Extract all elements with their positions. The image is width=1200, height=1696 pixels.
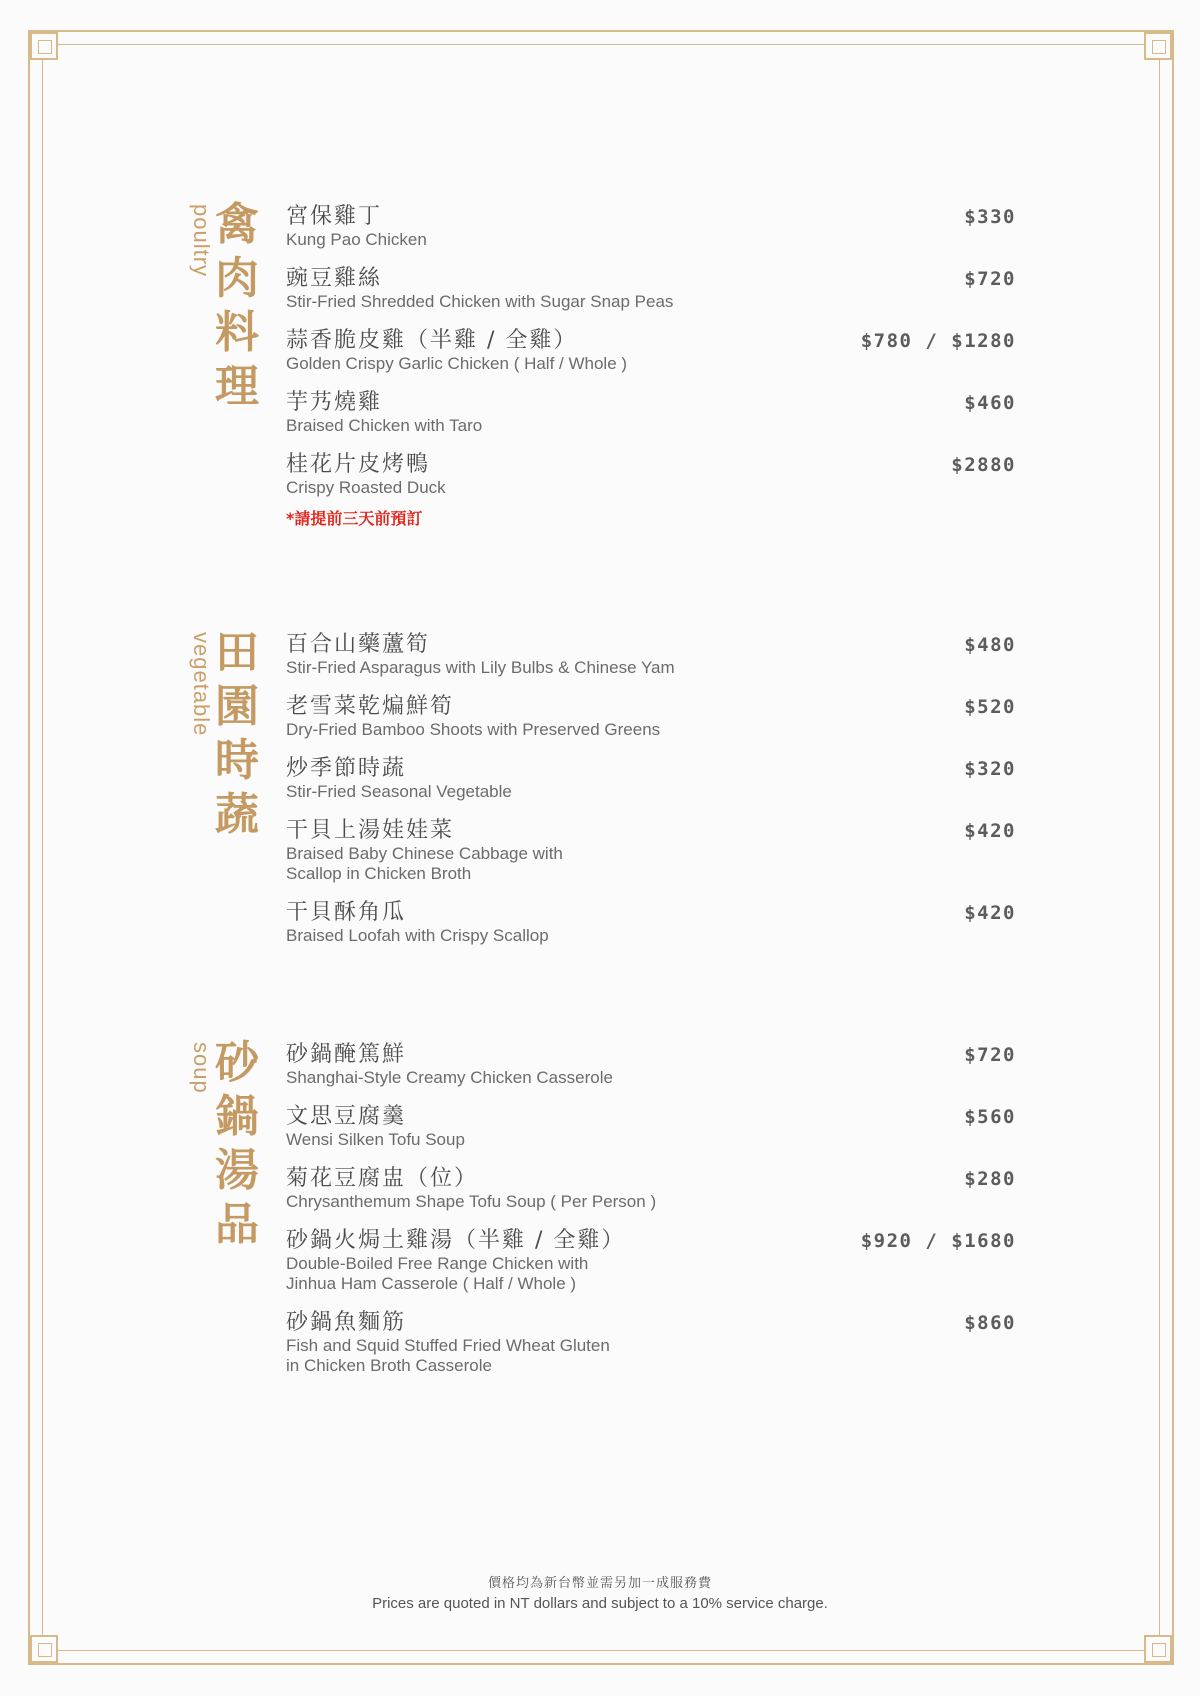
menu-item: [286, 204, 1016, 250]
menu-item: [286, 1228, 1016, 1294]
dish-price: $560: [964, 1106, 1016, 1128]
dish-price: $460: [964, 392, 1016, 414]
menu-item: [286, 452, 1016, 529]
dish-name-en: Braised Chicken with Taro: [286, 416, 483, 435]
menu-item: [286, 756, 1016, 802]
frame-corner-ornament: [30, 32, 58, 60]
menu-item: [286, 900, 1016, 946]
menu-item: [286, 328, 1016, 374]
frame-corner-ornament: [1144, 1635, 1172, 1663]
menu-item: [286, 1166, 1016, 1212]
dish-name-en: Stir-Fried Shredded Chicken with Sugar Snap Peas: [286, 292, 674, 311]
dish-name-en: Fish and Squid Stuffed Fried Wheat Gluten in Chicken Broth Casserole: [286, 1336, 610, 1375]
menu-item: [286, 694, 1016, 740]
menu-item-list: [286, 632, 1016, 962]
section-title-zh: 禽 肉 料 理: [215, 199, 259, 412]
dish-price: $420: [964, 902, 1016, 924]
menu-item: [286, 266, 1016, 312]
dish-name-zh: 砂鍋魚麵筋: [286, 1310, 407, 1335]
dish-price: $520: [964, 696, 1016, 718]
dish-name-en: Braised Loofah with Crispy Scallop: [286, 926, 549, 945]
dish-name-en: Kung Pao Chicken: [286, 230, 427, 249]
dish-name-en: Shanghai-Style Creamy Chicken Casserole: [286, 1068, 613, 1087]
dish-name-zh: 文思豆腐羹: [286, 1104, 407, 1129]
dish-name-zh: 菊花豆腐盅（位）: [286, 1166, 479, 1191]
dish-name-zh: 砂鍋醃篤鮮: [286, 1042, 407, 1067]
menu-item-list: [286, 1042, 1016, 1392]
dish-price: $920 / $1680: [860, 1230, 1016, 1252]
dish-name-zh: 芋艿燒雞: [286, 390, 383, 415]
dish-price: $2880: [951, 454, 1016, 476]
menu-item-list: [286, 204, 1016, 545]
dish-price: $320: [964, 758, 1016, 780]
dish-name-en: Braised Baby Chinese Cabbage with Scallop in Chicken Broth: [286, 844, 563, 883]
dish-price: $420: [964, 820, 1016, 842]
section-title-zh: 砂 鍋 湯 品: [215, 1037, 259, 1250]
dish-price: $860: [964, 1312, 1016, 1334]
dish-name-en: Crispy Roasted Duck: [286, 478, 446, 497]
dish-price: $480: [964, 634, 1016, 656]
dish-name-en: Stir-Fried Asparagus with Lily Bulbs & Chinese Yam: [286, 658, 675, 677]
section-title-zh: 田 園 時 蔬: [215, 627, 259, 840]
dish-name-en: Chrysanthemum Shape Tofu Soup ( Per Person ): [286, 1192, 657, 1211]
dish-name-en: Double-Boiled Free Range Chicken with Jinhua Ham Casserole ( Half / Whole ): [286, 1254, 589, 1293]
menu-item: [286, 1104, 1016, 1150]
preorder-note: *請提前三天前預訂: [286, 509, 423, 528]
dish-price: $720: [964, 1044, 1016, 1066]
dish-name-zh: 宮保雞丁: [286, 204, 383, 229]
menu-item: [286, 1042, 1016, 1088]
dish-price: $280: [964, 1168, 1016, 1190]
section-title-en: poultry: [189, 204, 214, 278]
dish-name-zh: 蒜香脆皮雞（半雞 / 全雞）: [286, 328, 578, 353]
menu-item: [286, 1310, 1016, 1376]
dish-name-en: Dry-Fried Bamboo Shoots with Preserved Greens: [286, 720, 661, 739]
dish-name-zh: 桂花片皮烤鴨: [286, 452, 431, 477]
dish-name-en: Stir-Fried Seasonal Vegetable: [286, 782, 512, 801]
dish-name-zh: 干貝酥角瓜: [286, 900, 407, 925]
menu-item: [286, 390, 1016, 436]
dish-name-zh: 老雪菜乾煸鮮筍: [286, 694, 455, 719]
section-title-en: vegetable: [189, 632, 214, 737]
dish-name-en: Golden Crispy Garlic Chicken ( Half / Whole ): [286, 354, 628, 373]
dish-name-zh: 砂鍋火焗土雞湯（半雞 / 全雞）: [286, 1228, 626, 1253]
footer-note-en: Prices are quoted in NT dollars and subject to a 10% service charge.: [372, 1595, 828, 1612]
dish-name-zh: 豌豆雞絲: [286, 266, 383, 291]
dish-price: $330: [964, 206, 1016, 228]
frame-corner-ornament: [1144, 32, 1172, 60]
menu-item: [286, 632, 1016, 678]
menu-item: [286, 818, 1016, 884]
dish-name-zh: 百合山藥蘆筍: [286, 632, 431, 657]
dish-price: $780 / $1280: [860, 330, 1016, 352]
frame-corner-ornament: [30, 1635, 58, 1663]
dish-name-zh: 干貝上湯娃娃菜: [286, 818, 455, 843]
dish-name-en: Wensi Silken Tofu Soup: [286, 1130, 465, 1149]
dish-price: $720: [964, 268, 1016, 290]
dish-name-zh: 炒季節時蔬: [286, 756, 407, 781]
section-title-en: soup: [189, 1042, 214, 1094]
service-charge-footer: [0, 1572, 1200, 1612]
footer-note-zh: 價格均為新台幣並需另加一成服務費: [487, 1576, 712, 1591]
